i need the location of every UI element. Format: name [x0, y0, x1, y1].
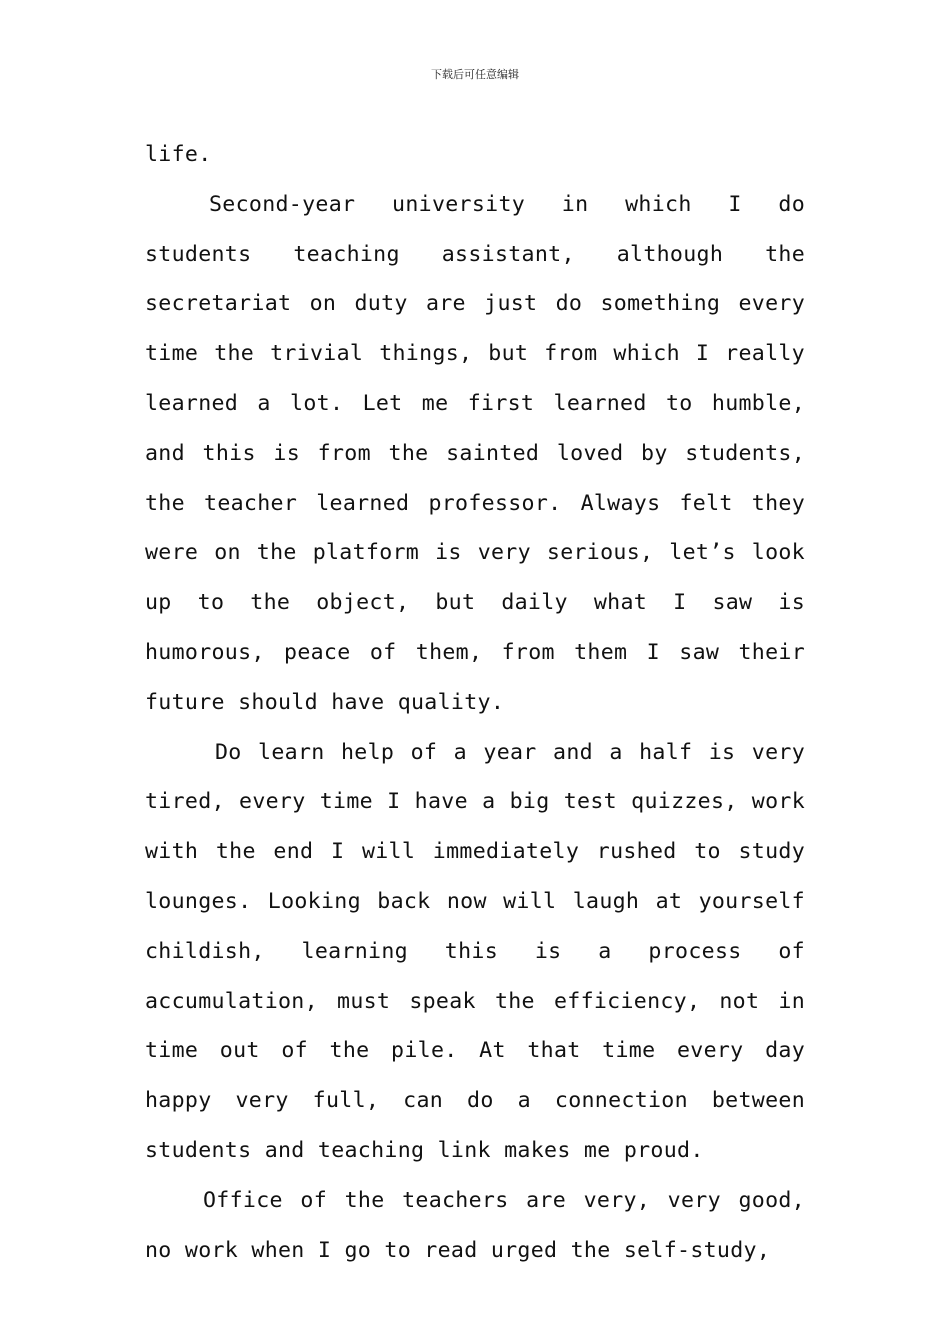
- paragraph-continuation: life.: [145, 142, 212, 167]
- paragraph-office-teachers: Office of the teachers are very, very good, no work when I go to read urged the self-study,: [145, 1187, 805, 1263]
- document-body: [145, 130, 805, 1275]
- paragraph-teaching-assistant: Second-year university in which I do students teaching assistant, although the secretariat on duty are just do something every time the trivial things, but from which I really learned a lot. Let me first learned to humble, and this is from the sainted loved by students, the teacher learned professor. Always felt they were on the platform is very serious, let’s look up to the object, but daily what I saw is humorous, peace of them, from them I saw their future should have quality.: [145, 191, 805, 715]
- page-header: 下载后可任意编辑: [431, 68, 519, 81]
- paragraph-learn-help: Do learn help of a year and a half is very tired, every time I have a big test quizzes, work with the end I will immediately rushed to study lounges. Looking back now will laugh at yourself childish, learning this is a process of accumulation, must speak the efficiency, not in time out of the pile. At that time every day happy very full, can do a connection between students and teaching link makes me proud.: [145, 739, 805, 1163]
